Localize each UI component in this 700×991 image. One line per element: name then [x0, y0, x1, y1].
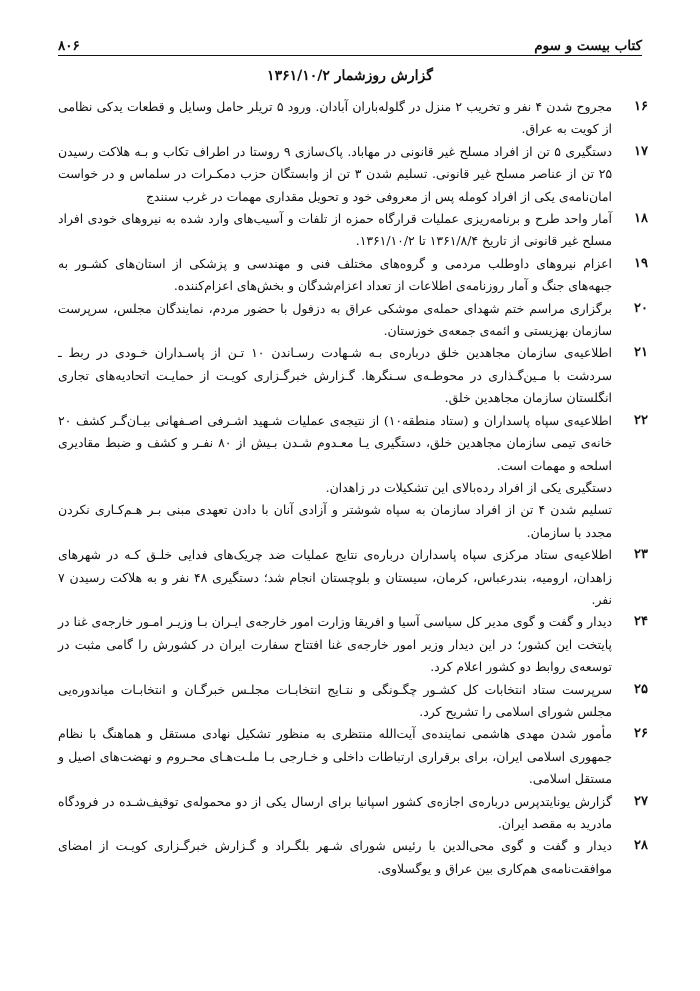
entry-item [58, 611, 648, 678]
entry-text [58, 410, 612, 544]
entry-paragraph: دیدار و گفت و گوی محی‌الدین با رئیس شورای شـهر بلگـراد و گـزارش خبرگـزاری کویـت از امضای موافقت‌نامه‌ی هم‌کاری بین عراق و یوگسلاوی. [58, 838, 612, 876]
header-rule [58, 55, 642, 56]
entry-paragraph: مأمور شدن مهدی هاشمی نماینده‌ی آیت‌الله منتظری به منظور تشکیل نهادی مستقل و هماهنگ با نظام جمهوری اسلامی ایران، برای برقراری ارتباطات داخلی و خـارجی بـا ملـت‌هـای محـروم و نهضت‌های اصیل و مستقل اسلامی. [58, 726, 612, 787]
entry-paragraph: گزارش یونایتدپرس درباره‌ی اجازه‌ی کشور اسپانیا برای ارسال یکی از دو محموله‌ی توقیف‌شـده در فرودگاه مادرید به مقصد ایران. [58, 793, 612, 831]
entry-paragraph: سرپرست ستاد انتخابات کل کشـور چگـونگی و نتـایج انتخابـات مجلـس خبرگـان و انتخابـات میاندوره‌یی مجلس شورای اسلامی را تشریح کرد. [58, 681, 612, 719]
entry-number: ۱۶ [634, 99, 648, 114]
entry-item [58, 791, 648, 836]
entry-paragraph: تسلیم شدن ۴ تن از افراد سازمان به سپاه شوشتر و آزادی آنان با دادن تعهدی مبنی بـر هـم‌کـاری نکردن مجدد با سازمان. [58, 502, 612, 540]
entry-paragraph: برگزاری مراسم ختم شهدای حمله‌ی موشکی عراق به دزفول با حضور مردم، نمایندگان مجلس، سرپرست سازمان بهزیستی و ائمه‌ی جمعه‌ی خوزستان. [58, 300, 612, 339]
entry-text [58, 723, 612, 790]
entry-item [58, 96, 648, 141]
entry-text [58, 96, 612, 141]
entry-number: ۱۹ [634, 255, 648, 271]
entry-paragraph: اطلاعیه‌ی سپاه پاسداران و (ستاد منطقه۱۰) از نتیجه‌ی عملیات شـهید اشـرفی اصـفهانی بیـان‌گـر کشف ۲۰ خانه‌ی تیمی سازمان مجاهدین خلق، دستگیری یـا معـدوم شـدن بـیش از ۸۰ نفـر و کشف و ضبط مقادیری اسلحه و مهمات است. [58, 412, 613, 473]
report-title: گزارش روزشمار ۱۳۶۱/۱۰/۲ [267, 68, 433, 84]
entry-number: ۱۷ [634, 143, 648, 159]
entry-item [58, 208, 648, 253]
entry-text [58, 835, 612, 880]
entry-number: ۲۵ [634, 681, 648, 697]
entry-text [58, 298, 612, 343]
page-number: ۸۰۶ [58, 38, 80, 54]
entry-text [58, 679, 612, 724]
entry-item [58, 723, 648, 790]
entry-item [58, 298, 648, 343]
entry-number: ۲۷ [634, 793, 648, 809]
entry-text [58, 253, 612, 298]
entry-paragraph: مجروح شدن ۴ نفر و تخریب ۲ منزل در گلوله‌باران آبادان. ورود ۵ تریلر حامل وسایل و قطعات یدکی نظامی از کویت به عراق. [58, 99, 612, 137]
entry-number: ۲۳ [634, 547, 648, 563]
book-title: کتاب بیست و سوم [534, 38, 642, 54]
entry-text [58, 544, 612, 611]
entry-number: ۲۴ [634, 614, 648, 630]
entry-list [58, 96, 648, 880]
entry-number: ۲۸ [634, 838, 648, 854]
entry-number: ۲۱ [634, 345, 648, 361]
entry-text [58, 791, 612, 836]
entry-number: ۲۶ [634, 726, 648, 742]
entry-number: ۲۰ [634, 300, 648, 316]
entry-item [58, 342, 648, 409]
entry-item [58, 141, 648, 208]
entry-paragraph: دستگیری یکی از افراد رده‌بالای این تشکیلات در زاهدان. [325, 479, 612, 495]
page-header [58, 32, 642, 54]
entry-paragraph: اطلاعیه‌ی سازمان مجاهدین خلق درباره‌ی بـه شـهادت رسـاندن ۱۰ تـن از پاسـداران خـودی در ربط ـ سردشت با مـین‌گـذاری در محوطـه‌ی سـنگرها. گـزارش خبرگـزاری کویـت از حمایـت اتحادیه‌های تجاری انگلستان سازمان مجاهدین خلق. [58, 345, 612, 406]
entry-paragraph: آمار واحد طرح و برنامه‌ریزی عملیات قرارگاه حمزه از تلفات و آسیب‌های وارد شده به نیروهای خودی افراد مسلح غیر قانونی از تاریخ ۱۳۶۱/۸/۴ تا ۱۳۶۱/۱۰/۲. [58, 211, 612, 249]
entry-text [58, 208, 612, 253]
entry-item [58, 410, 648, 544]
entry-item [58, 253, 648, 298]
entry-item [58, 835, 648, 880]
entry-text [58, 141, 612, 208]
entry-paragraph: دیدار و گفت و گوی مدیر کل سیاسی آسیا و افریقا وزارت امور خارجه‌ی ایـران بـا وزیـر امـور خارجه‌ی غنا در پایتخت این کشور؛ در این دیدار وزیر امور خارجه‌ی غنا افتتاح سفارت ایران در کشورش را گامی مثبت در توسعه‌ی روابط دو کشور اعلام کرد. [58, 614, 612, 675]
entry-paragraph: اطلاعیه‌ی ستاد مرکزی سپاه پاسداران درباره‌ی نتایج عملیات ضد چریک‌های فدایی خلـق کـه در شهرهای زاهدان، ارومیه، بندرعباس، کرمان، سیستان و بلوچستان انجام شد؛ دستگیری ۴۸ نفر و به هلاکت رسیدن ۷ نفر. [58, 547, 612, 607]
entry-number: ۱۸ [634, 211, 648, 227]
entry-paragraph: اعزام نیروهای داوطلب مردمی و گروه‌های مختلف فنی و مهندسی و پزشکی از استان‌های کشـور به جبهه‌های جنگ و آمار روزنامه‌ی اطلاعات از تعداد اعزام‌شدگان و بخش‌های اعزام‌کننده. [58, 255, 612, 294]
entry-paragraph: دستگیری ۵ تن از افراد مسلح غیر قانونی در مهاباد. پاک‌سازی ۹ روستا در اطراف تکاب و بـه هلاکت رسیدن ۲۵ تن از عناصر مسلح غیر قانونی. تسلیم شدن ۳ تن از وابستگان حزب دمکـرات در سلماس و در خواست امان‌نامه‌ی یکی از افراد کومله پس از معروفی خود و تحویل مقداری مهمات در غرب سنندج [58, 143, 613, 204]
entry-text [58, 342, 612, 409]
entry-item [58, 679, 648, 724]
entry-text [58, 611, 612, 678]
entry-item [58, 544, 648, 611]
entry-number: ۲۲ [634, 412, 648, 428]
